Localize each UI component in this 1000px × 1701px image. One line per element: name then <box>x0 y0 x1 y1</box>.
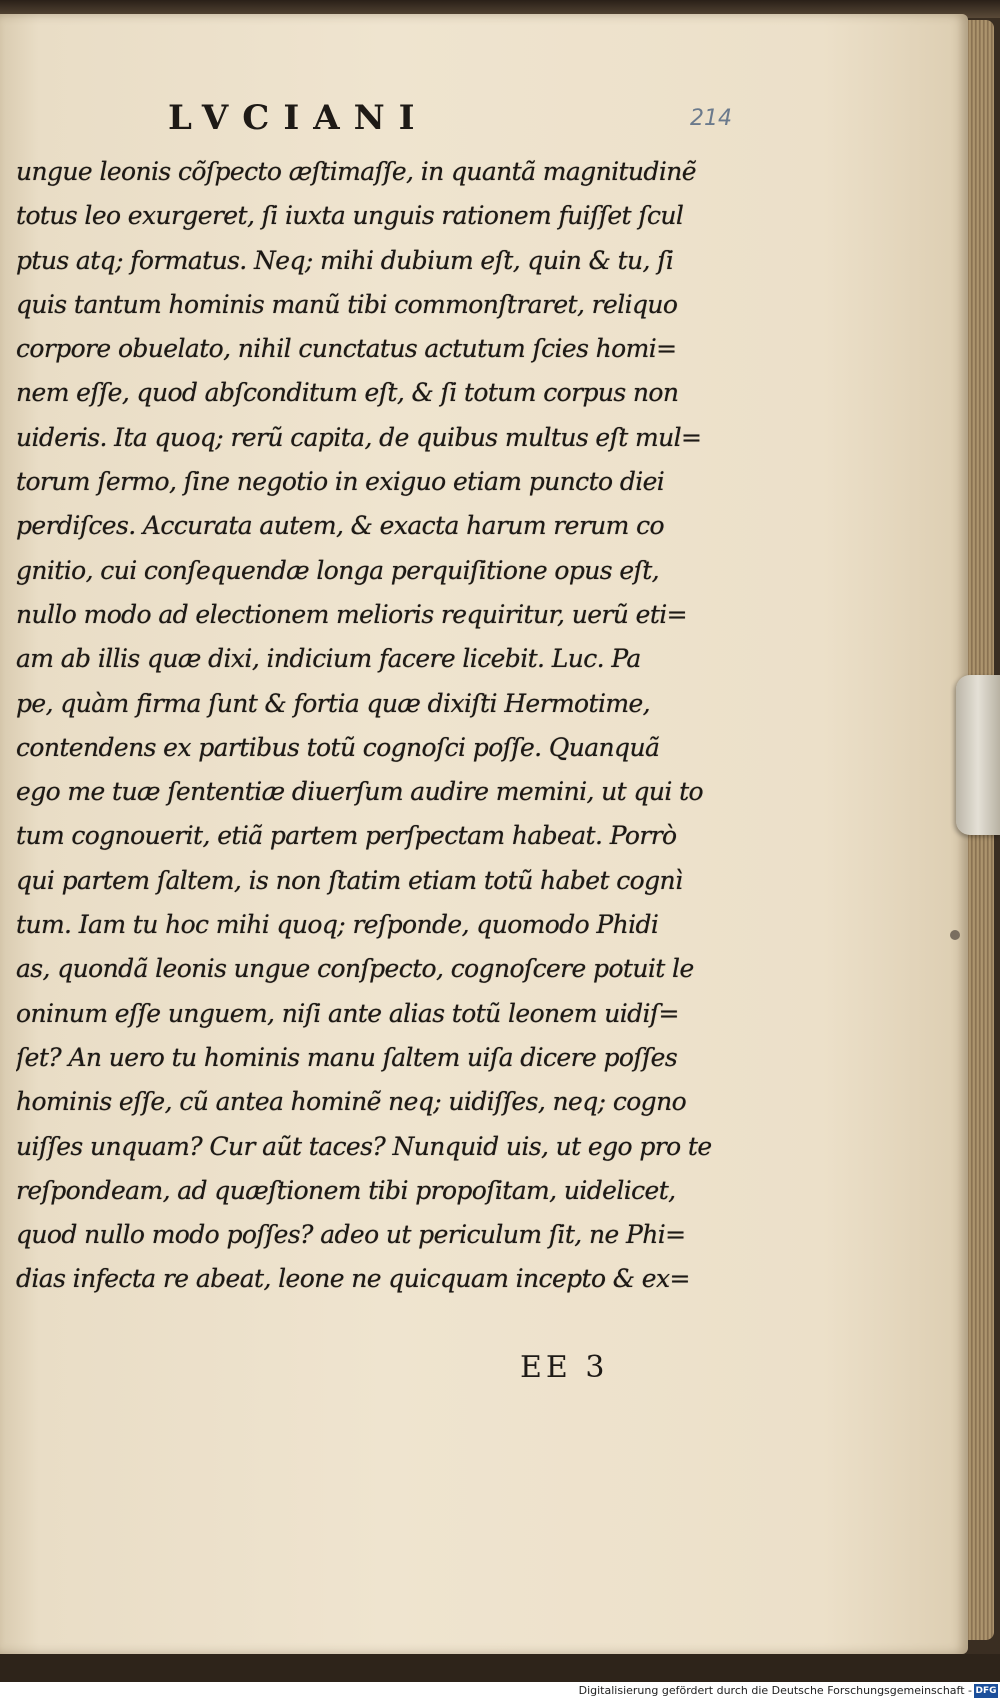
text-line: nullo modo ad electionem melioris requiritur, uerũ eti= <box>16 599 688 629</box>
text-line: pe, quàm firma ſunt & fortia quæ dixiſti Hermotime, <box>16 688 650 718</box>
page-stain <box>950 930 960 940</box>
text-line: ego me tuæ ſententiæ diuerſum audire memini, ut qui to <box>16 777 703 807</box>
text-line: quod nullo modo poſſes? adeo ut periculum ſit, ne Phi= <box>16 1220 686 1250</box>
bookmark-tab <box>956 675 1000 835</box>
text-line: uiſſes unquam? Cur aũt taces? Nunquid uis, ut ego pro te <box>16 1131 712 1161</box>
body-text <box>16 150 736 1302</box>
text-line: qui partem ſaltem, is non ſtatim etiam totũ habet cognì <box>16 865 683 895</box>
text-line: totus leo exurgeret, ſi iuxta unguis rationem fuiſſet ſcul <box>16 201 684 231</box>
text-line: hominis eſſe, cũ antea hominẽ neq; uidiſſes, neq; cogno <box>16 1087 687 1117</box>
text-line: dias infecta re abeat, leone ne quicquam incepto & ex= <box>16 1264 690 1294</box>
signature-mark: EE 3 <box>520 1350 609 1385</box>
text-line: ungue leonis cõſpecto æſtimaſſe, in quantã magnitudinẽ <box>16 157 696 186</box>
text-line: reſpondeam, ad quæſtionem tibi propoſitam, uidelicet, <box>16 1175 676 1205</box>
dfg-logo: DFG <box>975 1686 997 1696</box>
text-line: uideris. Ita quoq; rerũ capita, de quibus multus eſt mul= <box>16 422 702 452</box>
text-line: perdiſces. Accurata autem, & exacta harum rerum co <box>16 511 664 541</box>
text-line: quis tantum hominis manũ tibi commonſtraret, reliquo <box>16 289 678 319</box>
folio-note: 214 <box>690 106 732 131</box>
running-head: LVCIANI <box>168 98 429 138</box>
text-line: tum. Iam tu hoc mihi quoq; reſponde, quomodo Phidi <box>16 910 659 940</box>
text-line: contendens ex partibus totũ cognoſci poſſe. Quanquã <box>16 732 660 762</box>
scan-bottom-edge <box>0 1654 1000 1682</box>
text-line: gnitio, cui conſequendæ longa perquiſitione opus eſt, <box>16 555 659 585</box>
text-line: nem eſſe, quod abſconditum eſt, & ſi totum corpus non <box>16 378 679 408</box>
text-line: am ab illis quæ dixi, indicium facere licebit. Luc. Pa <box>16 644 641 674</box>
text-line: ptus atq; formatus. Neq; mihi dubium eſt, quin & tu, ſi <box>16 245 674 275</box>
text-line: torum ſermo, ſine negotio in exiguo etiam puncto diei <box>16 467 665 497</box>
text-line: corpore obuelato, nihil cunctatus actutum ſcies homi= <box>16 334 677 364</box>
text-line: as, quondã leonis ungue conſpecto, cognoſcere potuit le <box>16 954 694 984</box>
text-line: ſet? An uero tu hominis manu ſaltem uiſa dicere poſſes <box>16 1042 678 1072</box>
text-line: tum cognouerit, etiã partem perſpectam habeat. Porrò <box>16 821 677 851</box>
digitization-footer <box>0 1682 1000 1701</box>
text-line: oninum eſſe unguem, niſi ante alias totũ leonem uidiſ= <box>16 998 679 1028</box>
footer-credit: Digitalisierung gefördert durch die Deutsche Forschungsgemeinschaft - <box>578 1684 972 1697</box>
